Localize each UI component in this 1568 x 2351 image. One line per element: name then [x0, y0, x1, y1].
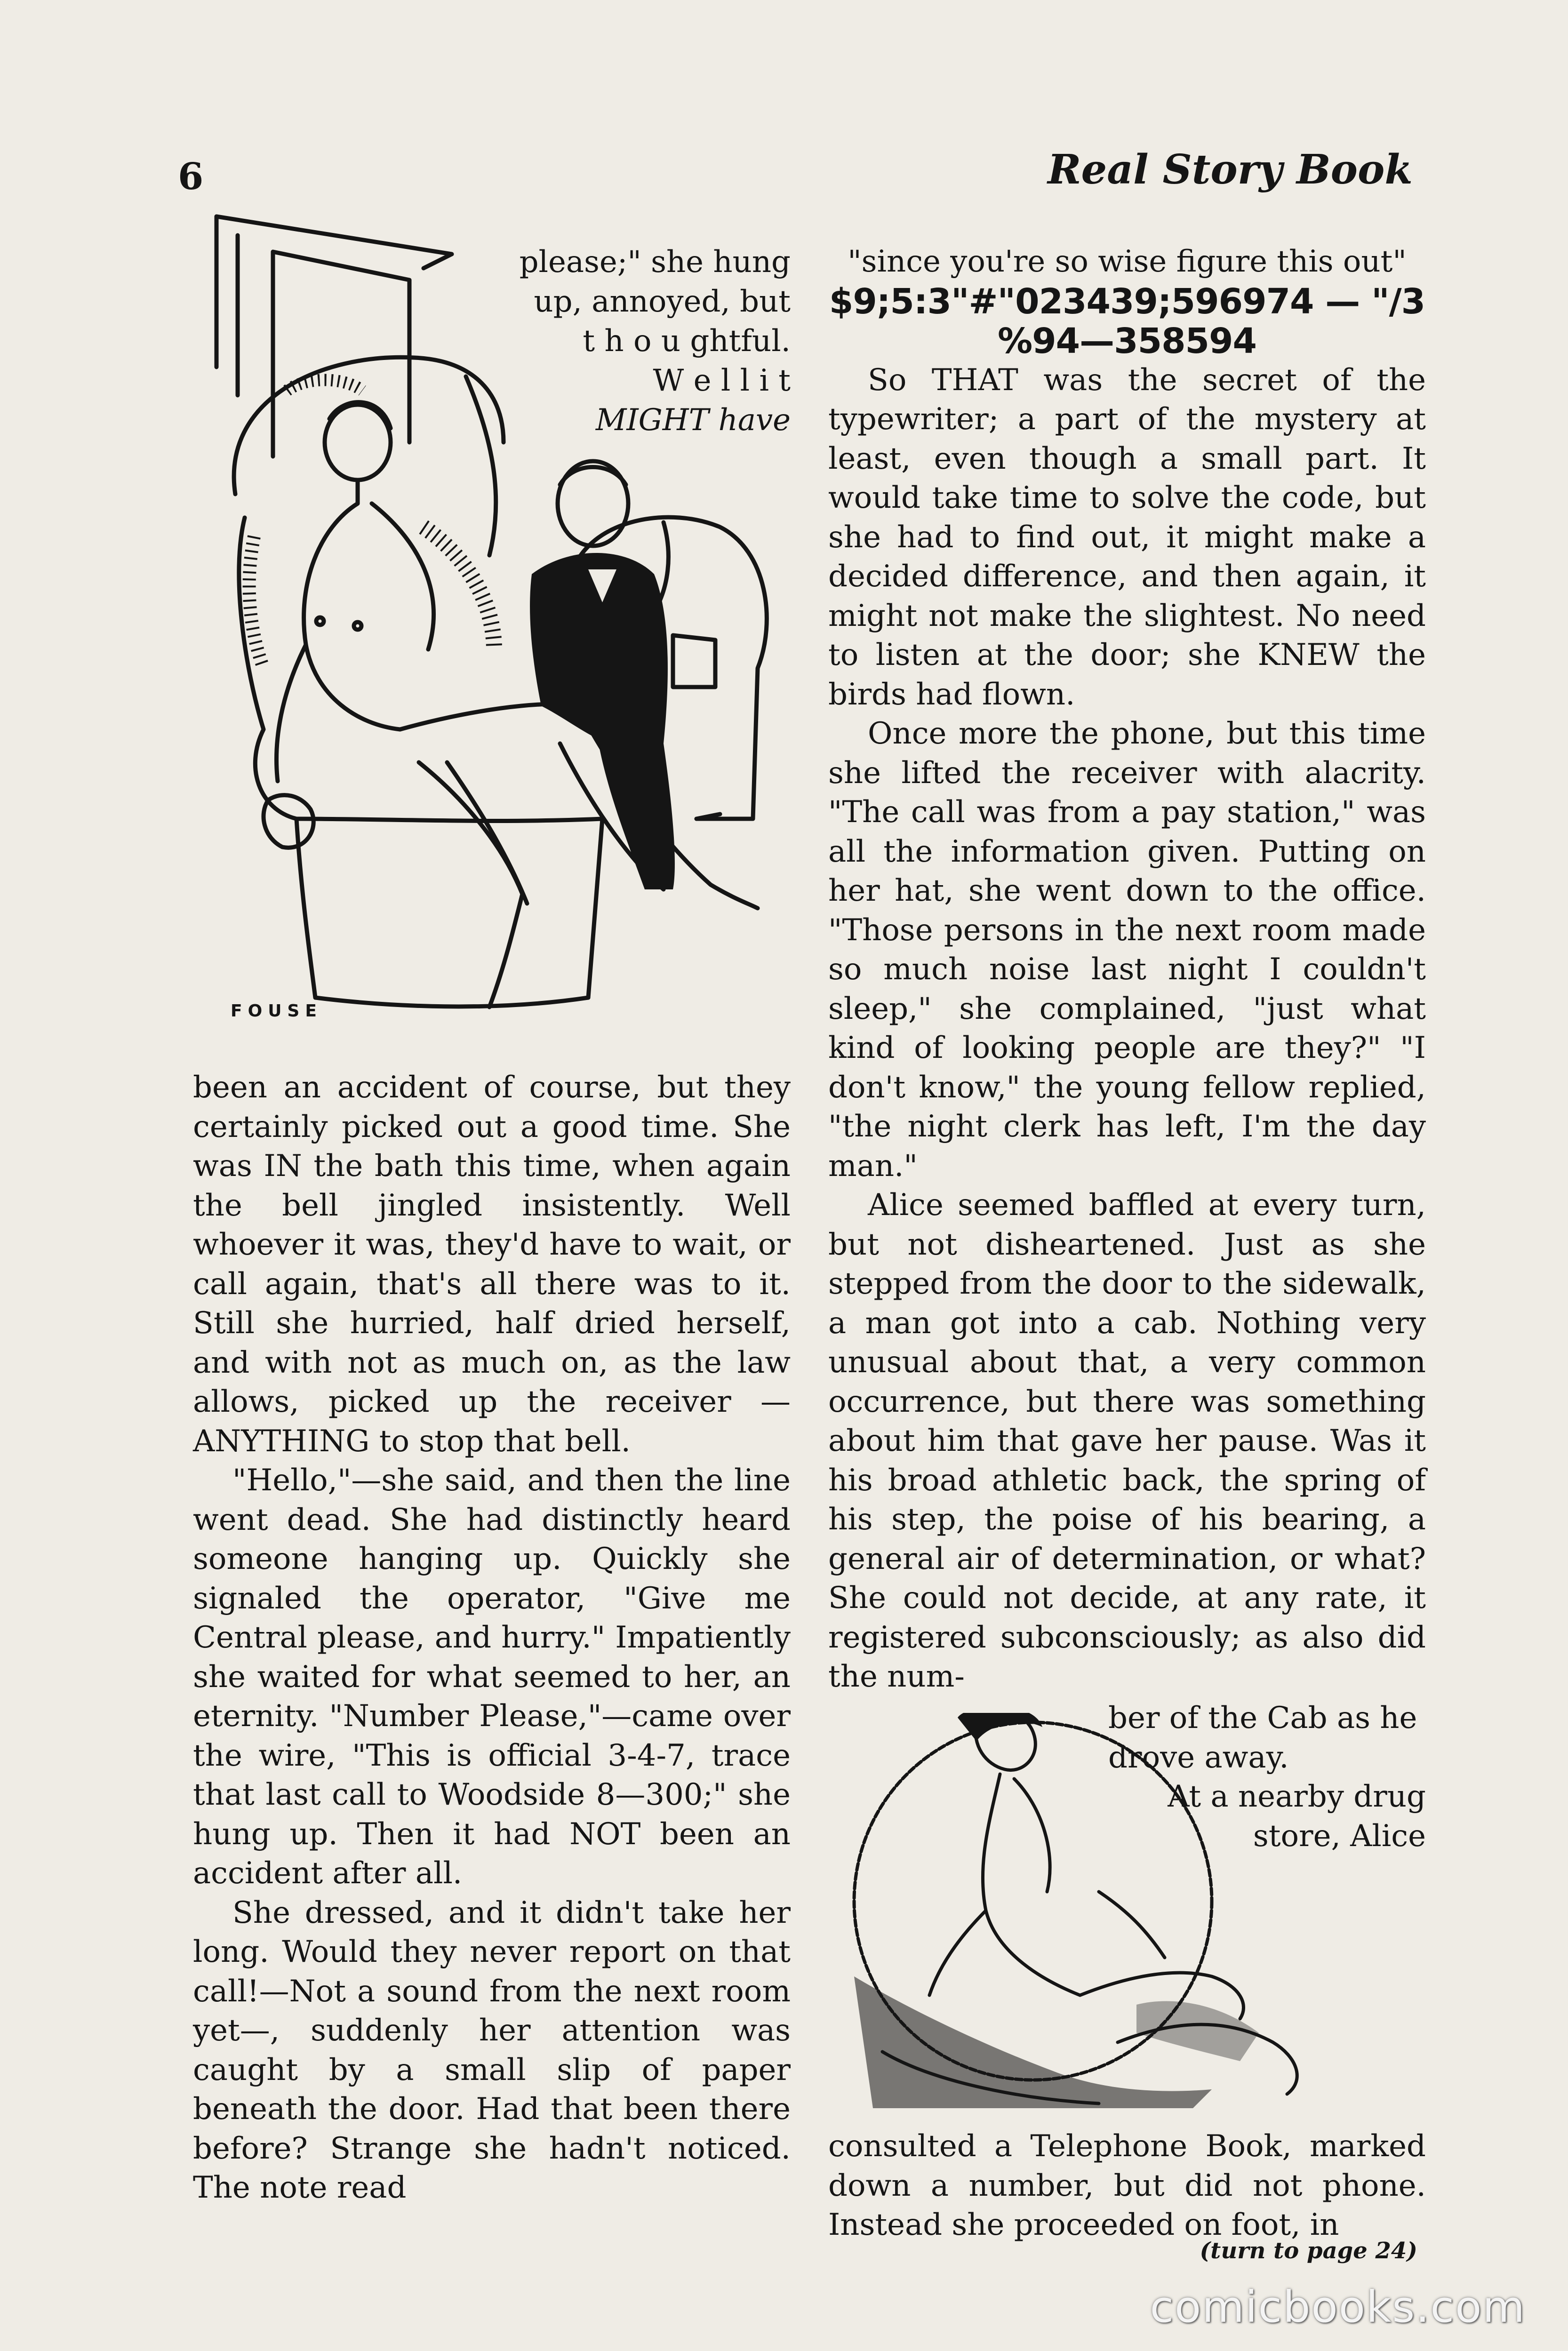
- illustration-signature: FOUSE: [231, 1001, 322, 1021]
- wrap-line: W e l l i t: [653, 363, 791, 398]
- note-quote: "since you're so wise figure this out": [848, 244, 1407, 279]
- watermark: comicbooks.com: [1150, 2282, 1526, 2332]
- paragraph: She dressed, and it didn't take her long. Would they never report on that call!—Not a sound from the next room yet—, suddenly her attention was caught by a small slip of paper beneath the door. Had that been there before? Strange she hadn't noticed. The note read: [193, 1895, 791, 2205]
- paragraph: Once more the phone, but this time she lifted the receiver with alacrity. "The call was from a pay station," was all the information given. Putting on her hat, she went down to the office. "Those persons in the next room made so much noise last night I couldn't sleep," she complained, "just what kind of looking people are they?" "I don't know," the young fellow replied, "the night clerk has left, I'm the day man.": [828, 716, 1426, 1183]
- wrap-line: store, Alice: [1253, 1818, 1426, 1854]
- wrap-line: ber of the Cab as he: [1108, 1701, 1417, 1735]
- right-column-wrap-text: [1108, 1699, 1426, 1856]
- paragraph: "Hello,"—she said, and then the line went dead. She had distinctly heard someone hanging up. Quickly she signaled the operator, "Give me Central please, and hurry." Impatiently she waited for what seemed to her, an eternity. "Number Please,"—came over the wire, "This is official 3-4-7, trace that last call to Woodside 8—300;" she hung up. Then it had NOT been an accident after all.: [193, 1463, 791, 1891]
- right-column: [828, 242, 1426, 1697]
- cipher-line: %94—358594: [997, 320, 1257, 361]
- wrap-line: up, annoyed, but: [534, 284, 791, 319]
- cipher-line: $9;5:3"#"023439;596974 — "/3: [829, 281, 1425, 322]
- wrap-line: drove away.: [1108, 1740, 1289, 1775]
- paragraph: been an accident of course, but they certainly picked out a good time. She was IN the bath this time, when again the bell jingled insistently. Well whoever it was, they'd have to wait, or call again, that's all there was to it. Still she hurried, half dried herself, and with not as much on, as the law allows, picked up the receiver —ANYTHING to stop that bell.: [193, 1070, 791, 1459]
- paragraph: So THAT was the secret of the typewriter; a part of the mystery at least, even though a small part. It would take time to solve the code, but she had to find out, it might make a decided difference, and then again, it might not make the slightest. No need to listen at the door; she KNEW the birds had flown.: [828, 362, 1426, 712]
- right-column-bottom: [828, 2127, 1426, 2245]
- wrap-line: please;" she hung: [519, 245, 791, 280]
- cipher-code: [828, 282, 1426, 361]
- left-column-wrap-text: [489, 242, 791, 440]
- left-column: [193, 1068, 791, 2208]
- paragraph: consulted a Telephone Book, marked down a number, but did not phone. Instead she proceeded on foot, in: [828, 2129, 1426, 2242]
- wrap-line: MIGHT have: [595, 403, 791, 438]
- paragraph: Alice seemed baffled at every turn, but not disheartened. Just as she stepped from the door to the sidewalk, a man got into a cab. Nothing very unusual about that, a very common occurrence, but there was something about him that gave her pause. Was it his broad athletic back, the spring of his step, the poise of his bearing, a general air of determination, or what? She could not decide, at any rate, it registered subconsciously; as also did the num-: [828, 1188, 1426, 1694]
- page-number: 6: [178, 155, 204, 198]
- continued-note: (turn to page 24): [1200, 2238, 1417, 2264]
- wrap-line: At a nearby drug: [1168, 1779, 1426, 1814]
- magazine-title: Real Story Book: [1048, 146, 1413, 193]
- wrap-line: t h o u ghtful.: [583, 324, 791, 359]
